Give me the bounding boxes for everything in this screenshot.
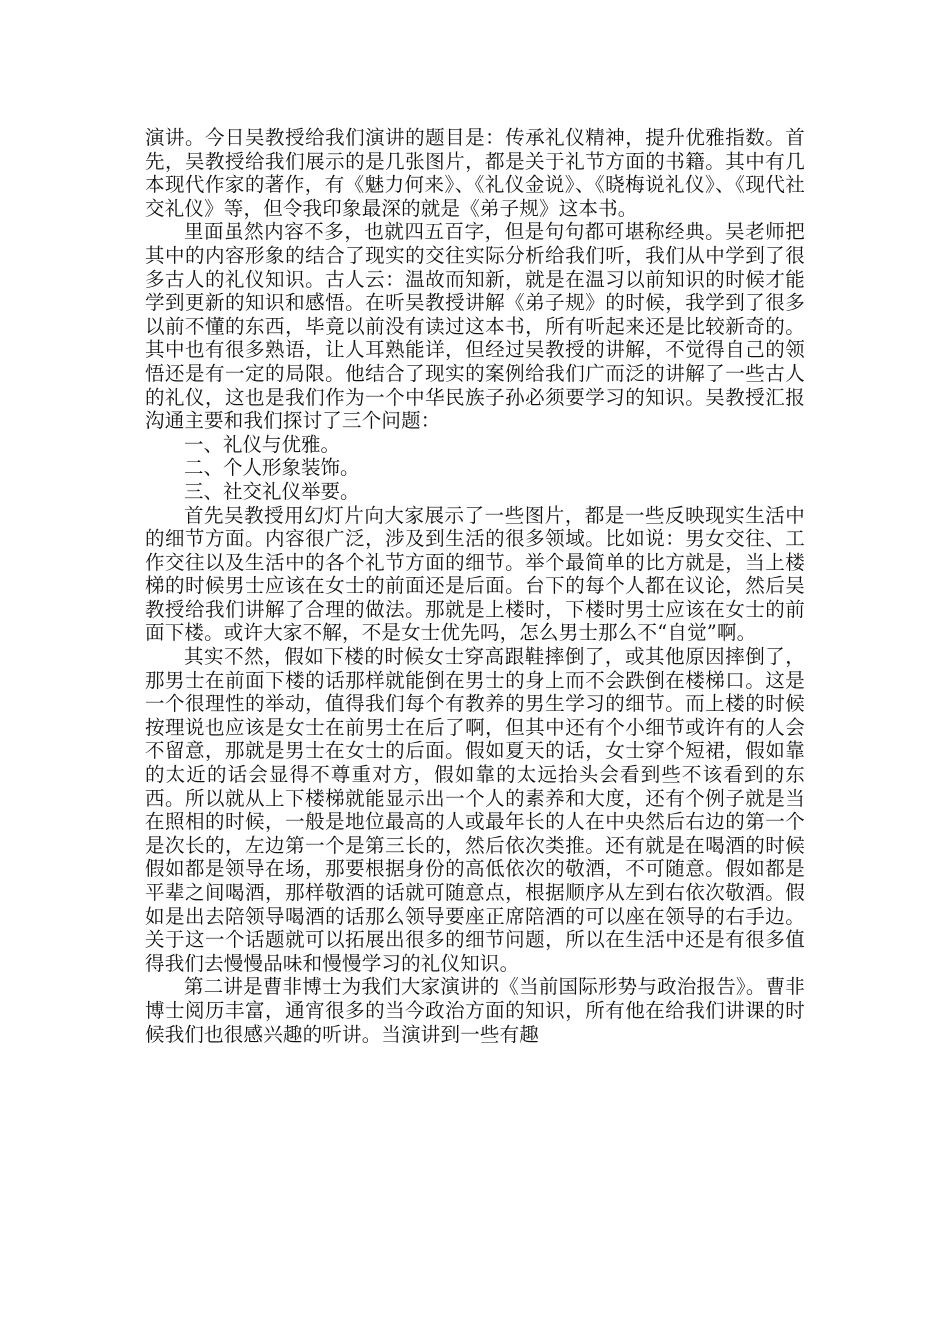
paragraph-second-lecture: 第二讲是曹非博士为我们大家演讲的《当前国际形势与政治报告》。曹非博士阅历丰富，通宵很多的当今政治方面的知识，所有他在给我们讲课的时候我们也很感兴趣的听讲。当演讲到一些有趣 bbox=[145, 975, 805, 1046]
list-item-personal-image: 二、个人形象装饰。 bbox=[184, 456, 360, 480]
paragraph-stairs-details: 其实不然，假如下楼的时候女士穿高跟鞋摔倒了，或其他原因摔倒了，那男士在前面下楼的话那样就能倒在男士的身上而不会跌倒在楼梯口。这是一个很理性的举动，值得我们每个有教养的男生学习的细节。而上楼的时候按理说也应该是女士在前男士在后了啊，但其中还有个小细节或许有的人会不留意，那就是男士在女士的后面。假如夏天的话，女士穿个短裙，假如靠的太近的话会显得不尊重对方，假如靠的太远抬头会看到些不该看到的东西。所以就从上下楼梯就能显示出一个人的素养和大度，还有个例子就是当在照相的时候，一般是地位最高的人或最年长的人在中央然后右边的第一个是次长的，左边第一个是第三长的，然后依次类推。还有就是在喝酒的时候假如都是领导在场，那要根据身份的高低依次的敬酒，不可随意。假如都是平辈之间喝酒，那样敬酒的话就可随意点，根据顺序从左到右依次敬酒。假如是出去陪领导喝酒的话那么领导要座正席陪酒的可以座在领导的右手边。关于这一个话题就可以拓展出很多的细节问题，所以在生活中还是有很多值得我们去慢慢品味和慢慢学习的礼仪知识。 bbox=[145, 645, 805, 975]
list-item-etiquette-elegance: 一、礼仪与优雅。 bbox=[184, 432, 341, 456]
document-page bbox=[145, 126, 805, 1046]
paragraph-dizigui: 里面虽然内容不多，也就四五百字，但是句句都可堪称经典。吴老师把其中的内容形象的结合了现实的交往实际分析给我们听，我们从中学到了很多古人的礼仪知识。古人云：温故而知新，就是在温习以前知识的时候才能学到更新的知识和感悟。在听吴教授讲解《弟子规》的时候，我学到了很多以前不懂的东西，毕竟以前没有读过这本书，所有听起来还是比较新奇的。其中也有很多熟语，让人耳熟能详，但经过吴教授的讲解，不觉得自己的领悟还是有一定的局限。他结合了现实的案例给我们广而泛的讲解了一些古人的礼仪，这也是我们作为一个中华民族子孙必须要学习的知识。吴教授汇报沟通主要和我们探讨了三个问题： bbox=[145, 220, 805, 433]
paragraph-slides: 首先吴教授用幻灯片向大家展示了一些图片，都是一些反映现实生活中的细节方面。内容很广泛，涉及到生活的很多领域。比如说：男女交往、工作交往以及生活中的各个礼节方面的细节。举个最简单的比方就是，当上楼梯的时候男士应该在女士的前面还是后面。台下的每个人都在议论，然后吴教授给我们讲解了合理的做法。那就是上楼时，下楼时男士应该在女士的前面下楼。或许大家不解，不是女士优先吗，怎么男士那么不“自觉”啊。 bbox=[145, 503, 805, 645]
list-item-social-etiquette: 三、社交礼仪举要。 bbox=[184, 479, 360, 503]
paragraph-intro: 演讲。今日吴教授给我们演讲的题目是：传承礼仪精神，提升优雅指数。首先，吴教授给我们展示的是几张图片，都是关于礼节方面的书籍。其中有几本现代作家的著作，有《魅力何来》、《礼仪金说》、《晓梅说礼仪》、《现代社交礼仪》等，但令我印象最深的就是《弟子规》这本书。 bbox=[145, 126, 805, 220]
